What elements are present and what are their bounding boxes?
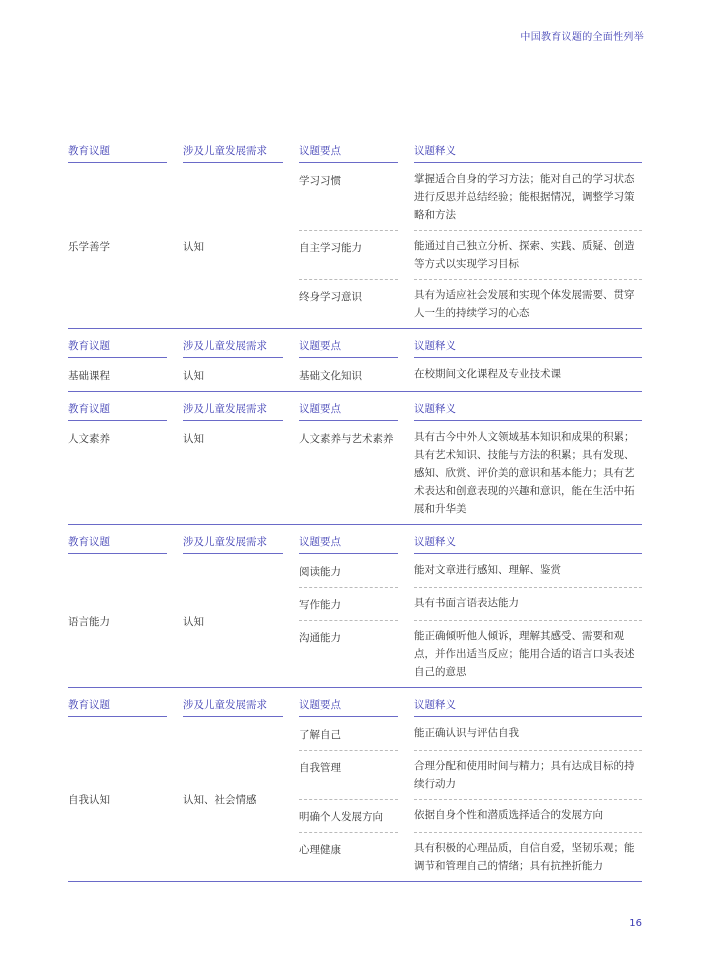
header-point: 议题要点 bbox=[299, 533, 398, 554]
point-cell: 基础文化知识 bbox=[299, 370, 362, 382]
list-item bbox=[299, 280, 642, 328]
header-topic: 教育议题 bbox=[68, 337, 167, 358]
header-need: 涉及儿童发展需求 bbox=[183, 533, 283, 554]
point-cell: 了解自己 bbox=[299, 718, 398, 751]
list-item bbox=[299, 718, 642, 751]
desc-cell: 具有为适应社会发展和实现个体发展需要、贯穿人一生的持续学习的心态 bbox=[414, 289, 635, 319]
table-row bbox=[68, 422, 642, 524]
list-item bbox=[299, 231, 642, 280]
need-cell: 认知 bbox=[183, 240, 204, 253]
desc-cell: 能正确认识与评估自我 bbox=[414, 718, 642, 751]
item-list bbox=[299, 164, 642, 328]
issues-table bbox=[68, 142, 642, 882]
need-cell: 认知 bbox=[183, 433, 204, 445]
need-cell: 认知、社会情感 bbox=[183, 794, 257, 806]
desc-cell: 在校期间文化课程及专业技术课 bbox=[414, 368, 561, 380]
item-list bbox=[299, 718, 642, 881]
table-row bbox=[68, 718, 642, 881]
point-cell: 阅读能力 bbox=[299, 555, 398, 588]
item-list bbox=[299, 422, 642, 524]
list-item bbox=[299, 833, 642, 881]
header-point: 议题要点 bbox=[299, 696, 398, 717]
desc-cell: 合理分配和使用时间与精力；具有达成目标的持续行动力 bbox=[414, 751, 642, 800]
section-yuyan-nengli bbox=[68, 533, 642, 688]
section-renwen-suyang bbox=[68, 400, 642, 525]
section-ziwo-renzhi bbox=[68, 696, 642, 882]
need-cell: 认知 bbox=[183, 369, 204, 382]
item-list bbox=[299, 555, 642, 687]
list-item bbox=[299, 621, 642, 687]
running-header: 中国教育议题的全面性列举 bbox=[520, 32, 644, 43]
header-desc: 议题释义 bbox=[414, 533, 642, 554]
desc-cell: 依据自身个性和潜质选择适合的发展方向 bbox=[414, 800, 642, 833]
table-row bbox=[68, 164, 642, 328]
table-header-row bbox=[68, 533, 642, 555]
header-need: 涉及儿童发展需求 bbox=[183, 696, 283, 717]
header-point: 议题要点 bbox=[299, 337, 398, 358]
header-point: 议题要点 bbox=[299, 142, 398, 163]
desc-cell: 能正确倾听他人倾诉，理解其感受、需要和观点，并作出适当反应；能用合适的语言口头表述自己的意思 bbox=[414, 630, 635, 678]
list-item bbox=[299, 555, 642, 588]
section-divider bbox=[68, 328, 642, 329]
table-header-row bbox=[68, 337, 642, 359]
header-point: 议题要点 bbox=[299, 400, 398, 421]
list-item bbox=[299, 588, 642, 621]
list-item bbox=[299, 359, 642, 391]
header-need: 涉及儿童发展需求 bbox=[183, 142, 283, 163]
section-divider bbox=[68, 687, 642, 688]
topic-cell: 语言能力 bbox=[68, 615, 110, 628]
need-cell: 认知 bbox=[183, 615, 204, 628]
header-desc: 议题释义 bbox=[414, 400, 642, 421]
section-divider bbox=[68, 881, 642, 882]
header-desc: 议题释义 bbox=[414, 142, 642, 163]
header-need: 涉及儿童发展需求 bbox=[183, 337, 283, 358]
list-item bbox=[299, 422, 642, 524]
desc-cell: 能通过自己独立分析、探索、实践、质疑、创造等方式以实现学习目标 bbox=[414, 231, 642, 280]
point-cell: 人文素养与艺术素养 bbox=[299, 433, 394, 445]
list-item bbox=[299, 164, 642, 231]
section-divider bbox=[68, 391, 642, 392]
topic-cell: 基础课程 bbox=[68, 369, 110, 382]
section-lexue-shanxue bbox=[68, 142, 642, 329]
desc-cell: 具有积极的心理品质，自信自爱，坚韧乐观；能调节和管理自己的情绪；具有抗挫折能力 bbox=[414, 842, 635, 872]
table-row bbox=[68, 359, 642, 391]
topic-cell: 人文素养 bbox=[68, 433, 110, 445]
topic-cell: 乐学善学 bbox=[68, 240, 110, 253]
table-header-row bbox=[68, 400, 642, 422]
table-header-row bbox=[68, 142, 642, 164]
list-item bbox=[299, 800, 642, 833]
point-cell: 学习习惯 bbox=[299, 164, 398, 231]
header-desc: 议题释义 bbox=[414, 337, 642, 358]
point-cell: 明确个人发展方向 bbox=[299, 800, 398, 833]
desc-cell: 具有书面言语表达能力 bbox=[414, 588, 642, 621]
header-topic: 教育议题 bbox=[68, 533, 167, 554]
desc-cell: 能对文章进行感知、理解、鉴赏 bbox=[414, 555, 642, 588]
table-row bbox=[68, 555, 642, 687]
section-jichu-kecheng bbox=[68, 337, 642, 392]
header-topic: 教育议题 bbox=[68, 142, 167, 163]
point-cell: 自主学习能力 bbox=[299, 231, 398, 280]
desc-cell: 具有古今中外人文领域基本知识和成果的积累；具有艺术知识、技能与方法的积累；具有发现、感知、欣赏、评价美的意识和基本能力；具有艺术表达和创意表现的兴趣和意识，能在生活中拓展和升华美 bbox=[414, 431, 635, 515]
header-topic: 教育议题 bbox=[68, 400, 167, 421]
point-cell: 自我管理 bbox=[299, 751, 398, 800]
point-cell: 写作能力 bbox=[299, 588, 398, 621]
point-cell: 终身学习意识 bbox=[299, 291, 362, 303]
topic-cell: 自我认知 bbox=[68, 794, 110, 806]
table-header-row bbox=[68, 696, 642, 718]
page-number: 16 bbox=[629, 918, 642, 929]
section-divider bbox=[68, 524, 642, 525]
point-cell: 沟通能力 bbox=[299, 632, 341, 644]
header-desc: 议题释义 bbox=[414, 696, 642, 717]
header-need: 涉及儿童发展需求 bbox=[183, 400, 283, 421]
header-topic: 教育议题 bbox=[68, 696, 167, 717]
desc-cell: 掌握适合自身的学习方法；能对自己的学习状态进行反思并总结经验；能根据情况，调整学习策略和方法 bbox=[414, 164, 642, 231]
item-list bbox=[299, 359, 642, 391]
list-item bbox=[299, 751, 642, 800]
point-cell: 心理健康 bbox=[299, 844, 341, 856]
